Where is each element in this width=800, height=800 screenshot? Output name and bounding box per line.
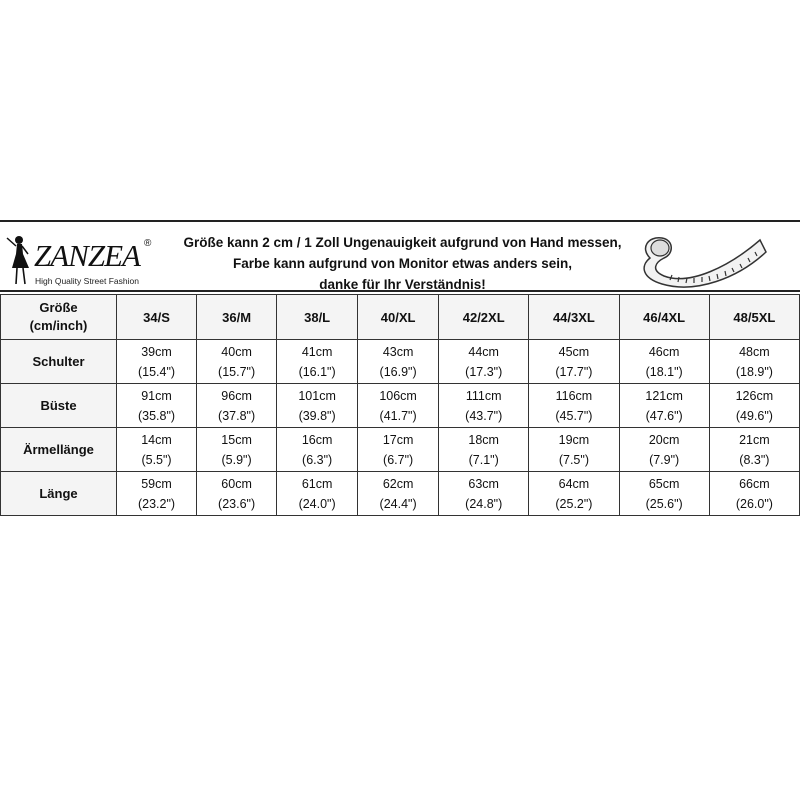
- measurement-inch: (7.1"): [468, 452, 499, 467]
- measurement-cm: 96cm: [221, 388, 252, 403]
- measurement-label: Schulter: [1, 340, 117, 384]
- measurement-cm: 15cm: [221, 432, 252, 447]
- size-chart: [0, 220, 800, 520]
- measurement-inch: (35.8"): [137, 408, 176, 423]
- measurement-inch: (5.5"): [141, 452, 172, 467]
- measurement-row: [1, 384, 800, 428]
- measurement-cell: [197, 472, 277, 516]
- measurement-inch: (24.4"): [379, 496, 417, 511]
- measurement-inch: (15.4"): [137, 364, 176, 379]
- brand-logo: [4, 232, 174, 288]
- size-header-row: [1, 295, 800, 340]
- measurement-inch: (17.3"): [465, 364, 503, 379]
- measurement-cell: [529, 384, 619, 428]
- measurement-inch: (26.0"): [735, 496, 773, 511]
- size-column-header: 46/4XL: [619, 295, 709, 340]
- measurement-cm: 16cm: [301, 432, 333, 447]
- size-column-header: 38/L: [277, 295, 358, 340]
- measurement-cell: [439, 384, 529, 428]
- measurement-cm: 39cm: [141, 344, 172, 359]
- measurement-cell: [117, 472, 197, 516]
- measurement-cell: [619, 340, 709, 384]
- measurement-cell: [439, 472, 529, 516]
- measurement-inch: (24.0"): [298, 496, 336, 511]
- measurement-cm: 111cm: [465, 388, 502, 403]
- measurement-cell: [358, 340, 439, 384]
- measurement-cm: 65cm: [648, 476, 680, 491]
- size-column-header: 42/2XL: [439, 295, 529, 340]
- measurement-inch: (7.5"): [558, 452, 589, 467]
- measurement-cell: [197, 428, 277, 472]
- measurement-inch: (8.3"): [739, 452, 770, 467]
- measurement-cm: 63cm: [468, 476, 499, 491]
- measurement-inch: (17.7"): [555, 364, 593, 379]
- size-header-title: Größe: [39, 300, 78, 315]
- measurement-inch: (6.3"): [302, 452, 333, 467]
- measurement-inch: (25.2"): [555, 496, 593, 511]
- measurement-cell: [709, 384, 799, 428]
- measurement-inch: (16.9"): [379, 364, 417, 379]
- measurement-cm: 66cm: [739, 476, 770, 491]
- measurement-cm: 60cm: [221, 476, 252, 491]
- measurement-cell: [529, 340, 619, 384]
- brand-tagline: High Quality Street Fashion: [35, 276, 139, 286]
- measurement-cell: [529, 472, 619, 516]
- measurement-cm: 20cm: [648, 432, 680, 447]
- measurement-inch: (15.7"): [218, 364, 256, 379]
- fashion-figure-icon: [4, 234, 32, 286]
- measurement-inch: (41.7"): [379, 408, 417, 423]
- measurement-cm: 43cm: [382, 344, 414, 359]
- size-header-unit: (cm/inch): [29, 318, 88, 333]
- measurement-cell: [358, 428, 439, 472]
- measurement-cm: 41cm: [301, 344, 333, 359]
- measurement-cm: 45cm: [558, 344, 590, 359]
- measurement-cell: [277, 428, 358, 472]
- measurement-cell: [439, 340, 529, 384]
- measurement-cm: 126cm: [735, 388, 774, 403]
- size-table: [0, 294, 800, 516]
- measurement-cell: [529, 428, 619, 472]
- measurement-inch: (5.9"): [221, 452, 252, 467]
- measurement-cm: 64cm: [558, 476, 590, 491]
- measurement-cell: [619, 428, 709, 472]
- measurement-row: [1, 472, 800, 516]
- measurement-cm: 19cm: [558, 432, 590, 447]
- note-line: Größe kann 2 cm / 1 Zoll Ungenauigkeit aufgrund von Hand messen,: [183, 235, 622, 250]
- measurement-cm: 44cm: [468, 344, 499, 359]
- measurement-cell: [277, 384, 358, 428]
- measurement-cell: [709, 428, 799, 472]
- measurement-cm: 40cm: [221, 344, 252, 359]
- registered-mark: ®: [144, 238, 152, 249]
- measurement-cm: 62cm: [382, 476, 414, 491]
- measurement-cm: 17cm: [382, 432, 414, 447]
- measurement-inch: (18.1"): [645, 364, 683, 379]
- size-column-header: 44/3XL: [529, 295, 619, 340]
- brand-name: ZANZEA: [34, 238, 140, 273]
- note-line: Farbe kann aufgrund von Monitor etwas anders sein,: [232, 256, 573, 271]
- measurement-cm: 106cm: [379, 388, 417, 403]
- measurement-cm: 121cm: [645, 388, 683, 403]
- measurement-label: Ärmellänge: [1, 428, 117, 472]
- measurement-inch: (6.7"): [383, 452, 414, 467]
- measurement-cell: [277, 340, 358, 384]
- measurement-cm: 59cm: [141, 476, 172, 491]
- measurement-cm: 46cm: [648, 344, 680, 359]
- measurement-inch: (25.6"): [645, 496, 683, 511]
- measuring-tape-icon: [630, 228, 770, 288]
- measurement-cell: [619, 384, 709, 428]
- size-chart-header: [0, 220, 800, 292]
- measurement-inch: (16.1"): [298, 364, 336, 379]
- measurement-cell: [358, 472, 439, 516]
- measurement-cm: 21cm: [739, 432, 770, 447]
- measurement-cm: 61cm: [301, 476, 333, 491]
- measurement-cell: [439, 428, 529, 472]
- measurement-inch: (24.8"): [465, 496, 503, 511]
- measurement-cell: [117, 384, 197, 428]
- measurement-label: Länge: [1, 472, 117, 516]
- measurement-cm: 18cm: [468, 432, 499, 447]
- measurement-cell: [197, 384, 277, 428]
- note-line: danke für Ihr Verständnis!: [319, 277, 486, 292]
- measurement-row: [1, 340, 800, 384]
- measurement-row: [1, 428, 800, 472]
- measurement-cell: [709, 340, 799, 384]
- size-column-header: 48/5XL: [709, 295, 799, 340]
- measurement-cm: 116cm: [555, 388, 593, 403]
- measurement-inch: (39.8"): [298, 408, 336, 423]
- measurement-cell: [358, 384, 439, 428]
- measurement-cell: [117, 428, 197, 472]
- measurement-cm: 91cm: [141, 388, 172, 403]
- measurement-inch: (49.6"): [735, 408, 773, 423]
- measurement-note: [170, 232, 635, 295]
- measurement-inch: (23.2"): [137, 496, 176, 511]
- size-column-header: 36/M: [197, 295, 277, 340]
- measurement-inch: (45.7"): [555, 408, 593, 423]
- measurement-inch: (23.6"): [218, 496, 256, 511]
- measurement-inch: (18.9"): [735, 364, 773, 379]
- measurement-cell: [197, 340, 277, 384]
- measurement-cm: 48cm: [739, 344, 770, 359]
- size-header-label: [1, 295, 117, 340]
- size-column-header: 40/XL: [358, 295, 439, 340]
- measurement-cell: [117, 340, 197, 384]
- measurement-cell: [709, 472, 799, 516]
- measurement-cm: 14cm: [141, 432, 172, 447]
- measurement-cell: [277, 472, 358, 516]
- measurement-inch: (43.7"): [465, 408, 503, 423]
- measurement-cell: [619, 472, 709, 516]
- measurement-inch: (7.9"): [649, 452, 680, 467]
- measurement-label: Büste: [1, 384, 117, 428]
- measurement-cm: 101cm: [298, 388, 336, 403]
- size-column-header: 34/S: [117, 295, 197, 340]
- measurement-inch: (47.6"): [645, 408, 683, 423]
- measurement-inch: (37.8"): [218, 408, 256, 423]
